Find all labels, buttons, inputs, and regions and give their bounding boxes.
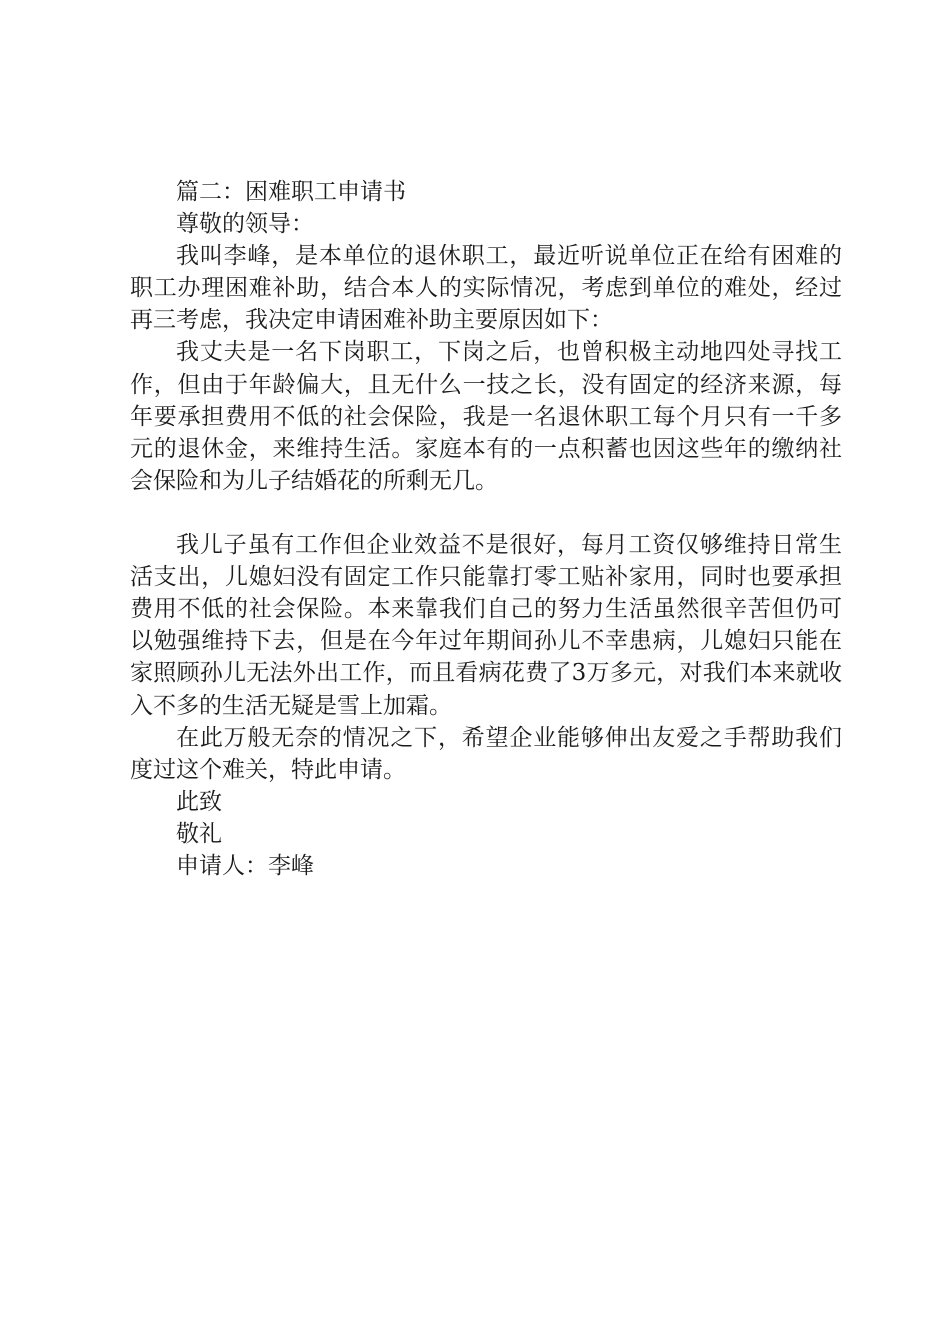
document-heading: 篇二：困难职工申请书 [176,179,406,205]
salutation: 尊敬的领导： [176,211,314,238]
paragraph: 在此万般无奈的情况之下，希望企业能够伸出友爱之手帮助我们度过这个难关，特此申请。 [130,724,842,783]
paragraph: 我丈夫是一名下岗职工，下岗之后，也曾积极主动地四处寻找工作，但由于年龄偏大，且无什么一技之长，没有固定的经济来源，每年要承担费用不低的社会保险，我是一名退休职工每个月只有一千多元的退休金，来维持生活。家庭本有的一点积蓄也因这些年的缴纳社会保险和为儿子结婚花的所剩无几。 [130,339,842,494]
paragraph: 我儿子虽有工作但企业效益不是很好，每月工资仅够维持日常生活支出，儿媳妇没有固定工作只能靠打零工贴补家用，同时也要承担费用不低的社会保险。本来靠我们自己的努力生活虽然很辛苦但仍可以勉强维持下去，但是在今年过年期间孙儿不幸患病，儿媳妇只能在家照顾孙儿无法外出工作，而且看病花费了3万多元，对我们本来就收入不多的生活无疑是雪上加霜。 [130,532,842,719]
signature-line: 申请人：李峰 [176,852,314,879]
paragraph: 我叫李峰，是本单位的退休职工，最近听说单位正在给有困难的职工办理困难补助，结合本人的实际情况，考虑到单位的难处，经过再三考虑，我决定申请困难补助主要原因如下： [130,243,842,334]
document-body [130,176,842,882]
closing-line: 此致 [176,788,222,815]
blank-line [130,497,842,529]
regards-line: 敬礼 [176,820,222,847]
